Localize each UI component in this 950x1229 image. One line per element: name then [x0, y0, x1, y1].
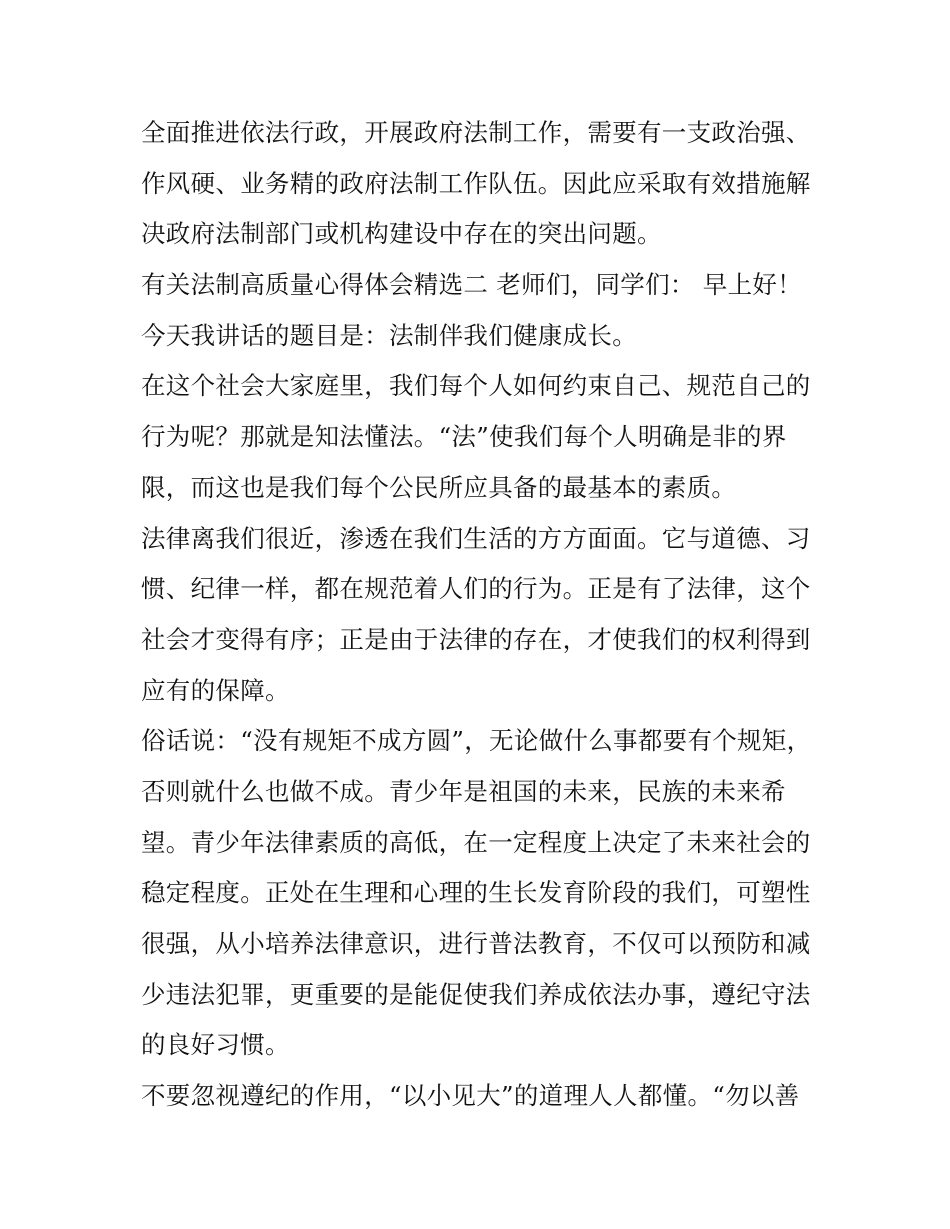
paragraph-7 [141, 1071, 813, 1122]
text-line: 在这个社会大家庭里，我们每个人如何约束自己、规范自己的 [141, 371, 811, 401]
text-line: 社会才变得有序；正是由于法律的存在，才使我们的权利得到 [141, 624, 811, 654]
text-line: 全面推进依法行政，开展政府法制工作，需要有一支政治强、 [141, 118, 811, 147]
text-line: 有关法制高质量心得体会精选二 老师们，同学们： 早上好！ [141, 270, 802, 300]
text-line: 作风硬、业务精的政府法制工作队伍。因此应采取有效措施解 [141, 168, 811, 198]
paragraph-5 [141, 514, 813, 717]
text-line: 少违法犯罪，更重要的是能促使我们养成依法办事，遵纪守法 [141, 979, 811, 1009]
text-line: 惯、纪律一样，都在规范着人们的行为。正是有了法律，这个 [141, 574, 811, 604]
text-line: 法律离我们很近，渗透在我们生活的方方面面。它与道德、习 [141, 523, 811, 553]
paragraph-2 [141, 260, 813, 311]
text-line: 望。青少年法律素质的高低，在一定程度上决定了未来社会的 [141, 827, 811, 857]
text-line: 今天我讲话的题目是：法制伴我们健康成长。 [141, 320, 637, 350]
document-body [141, 108, 813, 1122]
text-line: 稳定程度。正处在生理和心理的生长发育阶段的我们，可塑性 [141, 878, 811, 908]
text-line: 的良好习惯。 [141, 1030, 290, 1060]
text-line: 决政府法制部门或机构建设中存在的突出问题。 [141, 219, 662, 249]
text-line: 限，而这也是我们每个公民所应具备的最基本的素质。 [141, 472, 737, 502]
text-line: 应有的保障。 [141, 675, 290, 705]
paragraph-4 [141, 361, 813, 513]
text-line: 很强，从小培养法律意识，进行普法教育，不仅可以预防和减 [141, 929, 811, 958]
text-line: 否则就什么也做不成。青少年是祖国的未来，民族的未来希 [141, 776, 786, 806]
text-line: 俗话说：“没有规矩不成方圆”，无论做什么事都要有个规矩， [141, 726, 812, 756]
paragraph-6 [141, 716, 813, 1071]
text-line: 行为呢？那就是知法懂法。“法”使我们每个人明确是非的界 [141, 422, 787, 452]
text-line: 不要忽视遵纪的作用，“以小见大”的道理人人都懂。“勿以善 [141, 1081, 800, 1111]
paragraph-3 [141, 311, 813, 362]
paragraph-1 [141, 108, 813, 260]
